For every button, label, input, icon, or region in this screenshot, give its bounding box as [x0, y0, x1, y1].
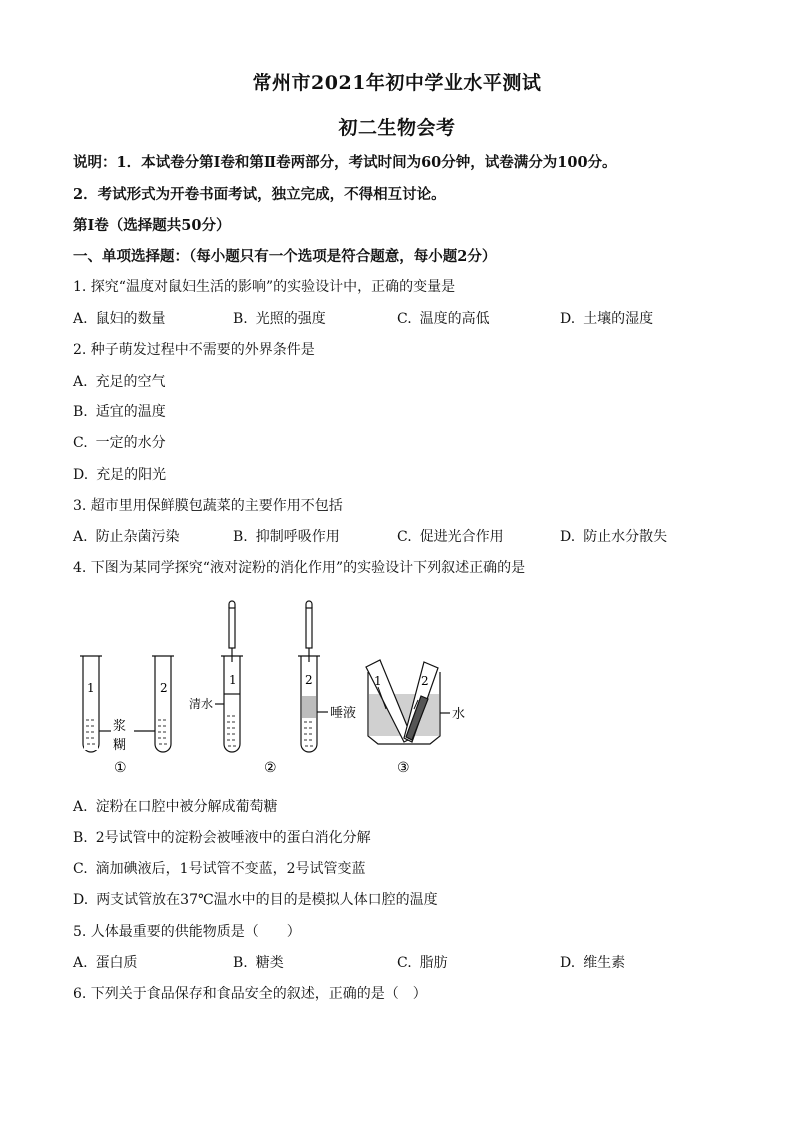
- option-text: 充足的阳光: [96, 467, 167, 483]
- question-3-stem: 3. 超市里用保鲜膜包蔬菜的主要作用不包括: [73, 498, 343, 514]
- option-label: C.: [397, 529, 412, 545]
- tube-1-step2-label: 1: [229, 673, 237, 687]
- option-label: A.: [73, 955, 88, 971]
- option-label: D.: [560, 311, 576, 327]
- option-text: 适宜的温度: [95, 404, 166, 420]
- option-text: 一定的水分: [95, 435, 166, 451]
- exam-title: 常州市2021年初中学业水平测试: [252, 72, 542, 94]
- option-label: B.: [73, 830, 88, 846]
- option-text: 两支试管放在37℃温水中的目的是模拟人体口腔的温度: [96, 892, 438, 908]
- q5-option-a[interactable]: [73, 952, 138, 972]
- option-text: 防止水分散失: [583, 529, 668, 545]
- option-text: 淀粉在口腔中被分解成葡萄糖: [95, 799, 278, 815]
- option-text: 糖类: [255, 955, 284, 971]
- option-text: 2号试管中的淀粉会被唾液中的蛋白消化分解: [95, 830, 371, 846]
- tube-2-step2-label: 2: [305, 673, 313, 687]
- option-label: A.: [73, 799, 88, 815]
- option-text: 抑制呼吸作用: [255, 529, 340, 545]
- option-label: A.: [73, 311, 88, 327]
- tube-2-label: 2: [160, 681, 168, 695]
- dropper-2: [306, 601, 312, 662]
- option-label: C.: [73, 861, 88, 877]
- q5-option-d[interactable]: [560, 952, 625, 972]
- saliva-layer: [302, 696, 316, 718]
- option-label: D.: [73, 892, 89, 908]
- notes-line-1: 说明：1．本试卷分第Ⅰ卷和第Ⅱ卷两部分，考试时间为60分钟，试卷满分为100分。: [73, 154, 617, 171]
- step-2-marker: ②: [264, 760, 277, 776]
- option-text: 温度的高低: [419, 311, 490, 327]
- option-label: A.: [73, 529, 88, 545]
- paste-label-1: 浆: [113, 719, 127, 734]
- dropper-1: [229, 601, 235, 662]
- question-6-stem: 6. 下列关于食品保存和食品安全的叙述，正确的是（ ）: [73, 986, 427, 1002]
- step-3-marker: ③: [397, 760, 410, 776]
- step-1-marker: ①: [114, 760, 127, 776]
- q4-option-b[interactable]: [73, 827, 371, 847]
- question-2-stem: 2. 种子萌发过程中不需要的外界条件是: [73, 342, 315, 358]
- option-label: B.: [233, 529, 248, 545]
- exam-subtitle: 初二生物会考: [338, 117, 456, 139]
- option-text: 防止杂菌污染: [95, 529, 180, 545]
- q5-option-c[interactable]: [397, 952, 448, 972]
- option-label: C.: [397, 311, 412, 327]
- tube-1-label: 1: [87, 681, 95, 695]
- option-text: 土壤的湿度: [583, 311, 654, 327]
- option-text: 蛋白质: [95, 955, 138, 971]
- question-5-stem: 5. 人体最重要的供能物质是（ ）: [73, 924, 301, 940]
- option-text: 促进光合作用: [419, 529, 504, 545]
- q4-option-c[interactable]: [73, 858, 366, 878]
- option-text: 脂肪: [419, 955, 448, 971]
- option-text: 光照的强度: [255, 311, 326, 327]
- option-label: A.: [73, 374, 88, 390]
- q4-option-a[interactable]: [73, 796, 278, 816]
- section-title: 第Ⅰ卷（选择题共50分）: [73, 217, 231, 234]
- option-label: D.: [73, 467, 89, 483]
- option-text: 充足的空气: [95, 374, 166, 390]
- test-tube-1-step2: [221, 656, 243, 752]
- notes-line-2: 2．考试形式为开卷书面考试，独立完成，不得相互讨论。: [73, 186, 446, 203]
- option-text: 维生素: [583, 955, 626, 971]
- option-label: C.: [397, 955, 412, 971]
- option-text: 鼠妇的数量: [95, 311, 166, 327]
- q4-option-d[interactable]: [73, 889, 438, 909]
- bath-tube-1-label: 1: [374, 674, 382, 688]
- option-label: D.: [560, 529, 576, 545]
- water-label: 清水: [189, 697, 214, 711]
- option-label: D.: [560, 955, 576, 971]
- option-label: C.: [73, 435, 88, 451]
- option-label: B.: [233, 955, 248, 971]
- option-label: B.: [233, 311, 248, 327]
- bath-tube-2-label: 2: [421, 674, 429, 688]
- question-1-stem: 1. 探究“温度对鼠妇生活的影响”的实验设计中，正确的变量是: [73, 279, 456, 295]
- saliva-label: 唾液: [330, 706, 357, 721]
- option-label: B.: [73, 404, 88, 420]
- part-heading: 一、单项选择题：（每小题只有一个选项是符合题意，每小题2分）: [73, 248, 497, 265]
- q5-option-b[interactable]: [233, 952, 284, 972]
- bath-water-label: 水: [452, 707, 466, 722]
- paste-label-2: 糊: [113, 738, 127, 753]
- option-text: 滴加碘液后，1号试管不变蓝，2号试管变蓝: [95, 861, 366, 877]
- question-4-stem: 4. 下图为某同学探究“液对淀粉的消化作用”的实验设计下列叙述正确的是: [73, 560, 526, 576]
